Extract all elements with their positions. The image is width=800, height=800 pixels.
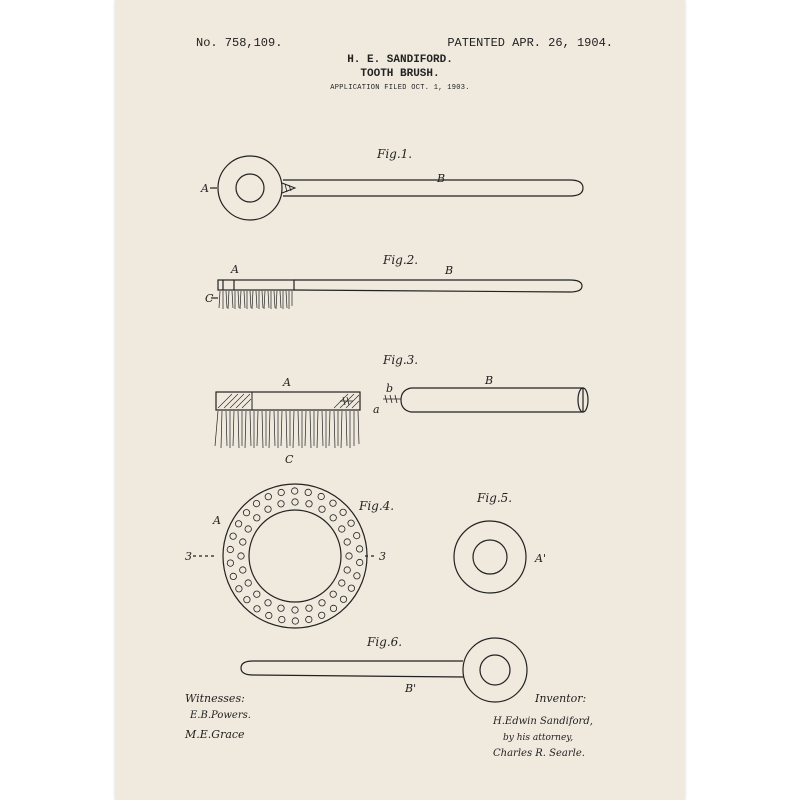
bristle-hole — [348, 585, 354, 591]
bristle-hole — [236, 586, 242, 592]
bristle-hole — [354, 532, 360, 538]
bristle-hole — [292, 607, 298, 613]
bristle-hole — [344, 567, 350, 573]
fig6-label-b-prime: B' — [405, 682, 417, 695]
bristle-hole — [356, 546, 362, 552]
bristle-hole — [265, 600, 271, 606]
fig4-bristle-holes — [227, 488, 363, 624]
bristle-hole — [340, 509, 346, 515]
inventor-signature: H.Edwin Sandiford, — [493, 716, 593, 727]
fig2-label-b: B — [445, 264, 454, 277]
application-filed: APPLICATION FILED OCT. 1, 1903. — [330, 84, 470, 92]
inventor-name: H. E. SANDIFORD. — [347, 54, 453, 66]
bristle-hole — [227, 560, 233, 566]
invention-title: TOOTH BRUSH. — [360, 68, 440, 80]
bristle-hole — [306, 605, 312, 611]
bristle-hole — [292, 618, 298, 624]
bristle-hole — [278, 605, 284, 611]
figure-5 — [454, 521, 526, 593]
fig6-title: Fig.6. — [367, 635, 403, 649]
bristle-hole — [230, 533, 236, 539]
bristle-hole — [330, 500, 336, 506]
bristle-hole — [278, 501, 284, 507]
bristle-hole — [279, 616, 285, 622]
fig4-title: Fig.4. — [359, 499, 395, 513]
bristle-hole — [339, 580, 345, 586]
inventor-heading: Inventor: — [535, 692, 587, 705]
bristle-hole — [266, 612, 272, 618]
fig2-label-c: C — [205, 292, 214, 305]
attorney-signature: Charles R. Searle. — [493, 748, 585, 759]
bristle-hole — [230, 573, 236, 579]
bristle-hole — [339, 526, 345, 532]
bristle-hole — [254, 591, 260, 597]
bristle-hole — [265, 494, 271, 500]
fig2-title: Fig.2. — [383, 253, 419, 267]
witnesses-heading: Witnesses: — [185, 692, 245, 705]
bristle-hole — [240, 567, 246, 573]
figure-2 — [211, 280, 582, 309]
fig3-bristles — [215, 411, 359, 448]
bristle-hole — [330, 605, 336, 611]
bristle-hole — [346, 553, 352, 559]
bristle-hole — [292, 499, 298, 505]
attorney-line: by his attorney, — [503, 733, 574, 743]
bristle-hole — [245, 526, 251, 532]
fig3-title: Fig.3. — [383, 353, 419, 367]
fig3-label-a: A — [283, 376, 291, 389]
bristle-hole — [318, 493, 324, 499]
bristle-hole — [254, 606, 260, 612]
fig4-section-left: 3 — [185, 550, 192, 563]
witness-signature-2: M.E.Grace — [185, 728, 245, 741]
fig3-hatching — [218, 394, 359, 408]
fig2-label-a: A — [231, 263, 239, 276]
fig3-label-small-b: b — [386, 382, 394, 395]
bristle-hole — [306, 616, 312, 622]
bristle-hole — [265, 506, 271, 512]
witness-signature-1: E.B.Powers. — [190, 710, 251, 721]
bristle-hole — [227, 546, 233, 552]
fig2-bristles — [219, 291, 292, 309]
bristle-hole — [319, 612, 325, 618]
fig1-label-b: B — [437, 172, 446, 185]
bristle-hole — [254, 515, 260, 521]
bristle-hole — [235, 521, 241, 527]
bristle-hole — [354, 573, 360, 579]
bristle-hole — [238, 553, 244, 559]
bristle-hole — [305, 489, 311, 495]
patent-drawing — [115, 0, 685, 800]
figure-1 — [210, 156, 583, 220]
patent-number: No. 758,109. — [196, 36, 283, 50]
bristle-hole — [292, 488, 298, 494]
bristle-hole — [330, 591, 336, 597]
fig1-title: Fig.1. — [377, 147, 413, 161]
fig1-label-a: A — [201, 182, 209, 195]
bristle-hole — [330, 515, 336, 521]
bristle-hole — [340, 596, 346, 602]
fig3-label-small-a: a — [373, 403, 380, 416]
fig3-label-b: B — [485, 374, 494, 387]
bristle-hole — [319, 600, 325, 606]
bristle-hole — [240, 539, 246, 545]
fig4-label-a: A — [213, 514, 221, 527]
fig3-label-c: C — [285, 453, 294, 466]
bristle-hole — [348, 520, 354, 526]
fig4-section-right: 3 — [379, 550, 386, 563]
bristle-hole — [319, 506, 325, 512]
figure-4 — [193, 484, 377, 628]
patent-date: PATENTED APR. 26, 1904. — [447, 36, 613, 50]
bristle-hole — [344, 539, 350, 545]
bristle-hole — [243, 510, 249, 516]
bristle-hole — [306, 501, 312, 507]
bristle-hole — [253, 500, 259, 506]
figure-3 — [215, 388, 588, 448]
patent-sheet — [115, 0, 685, 800]
fig5-label-a-prime: A' — [535, 552, 546, 565]
fig5-title: Fig.5. — [477, 491, 513, 505]
bristle-hole — [278, 489, 284, 495]
bristle-hole — [244, 597, 250, 603]
bristle-hole — [357, 559, 363, 565]
bristle-hole — [245, 580, 251, 586]
